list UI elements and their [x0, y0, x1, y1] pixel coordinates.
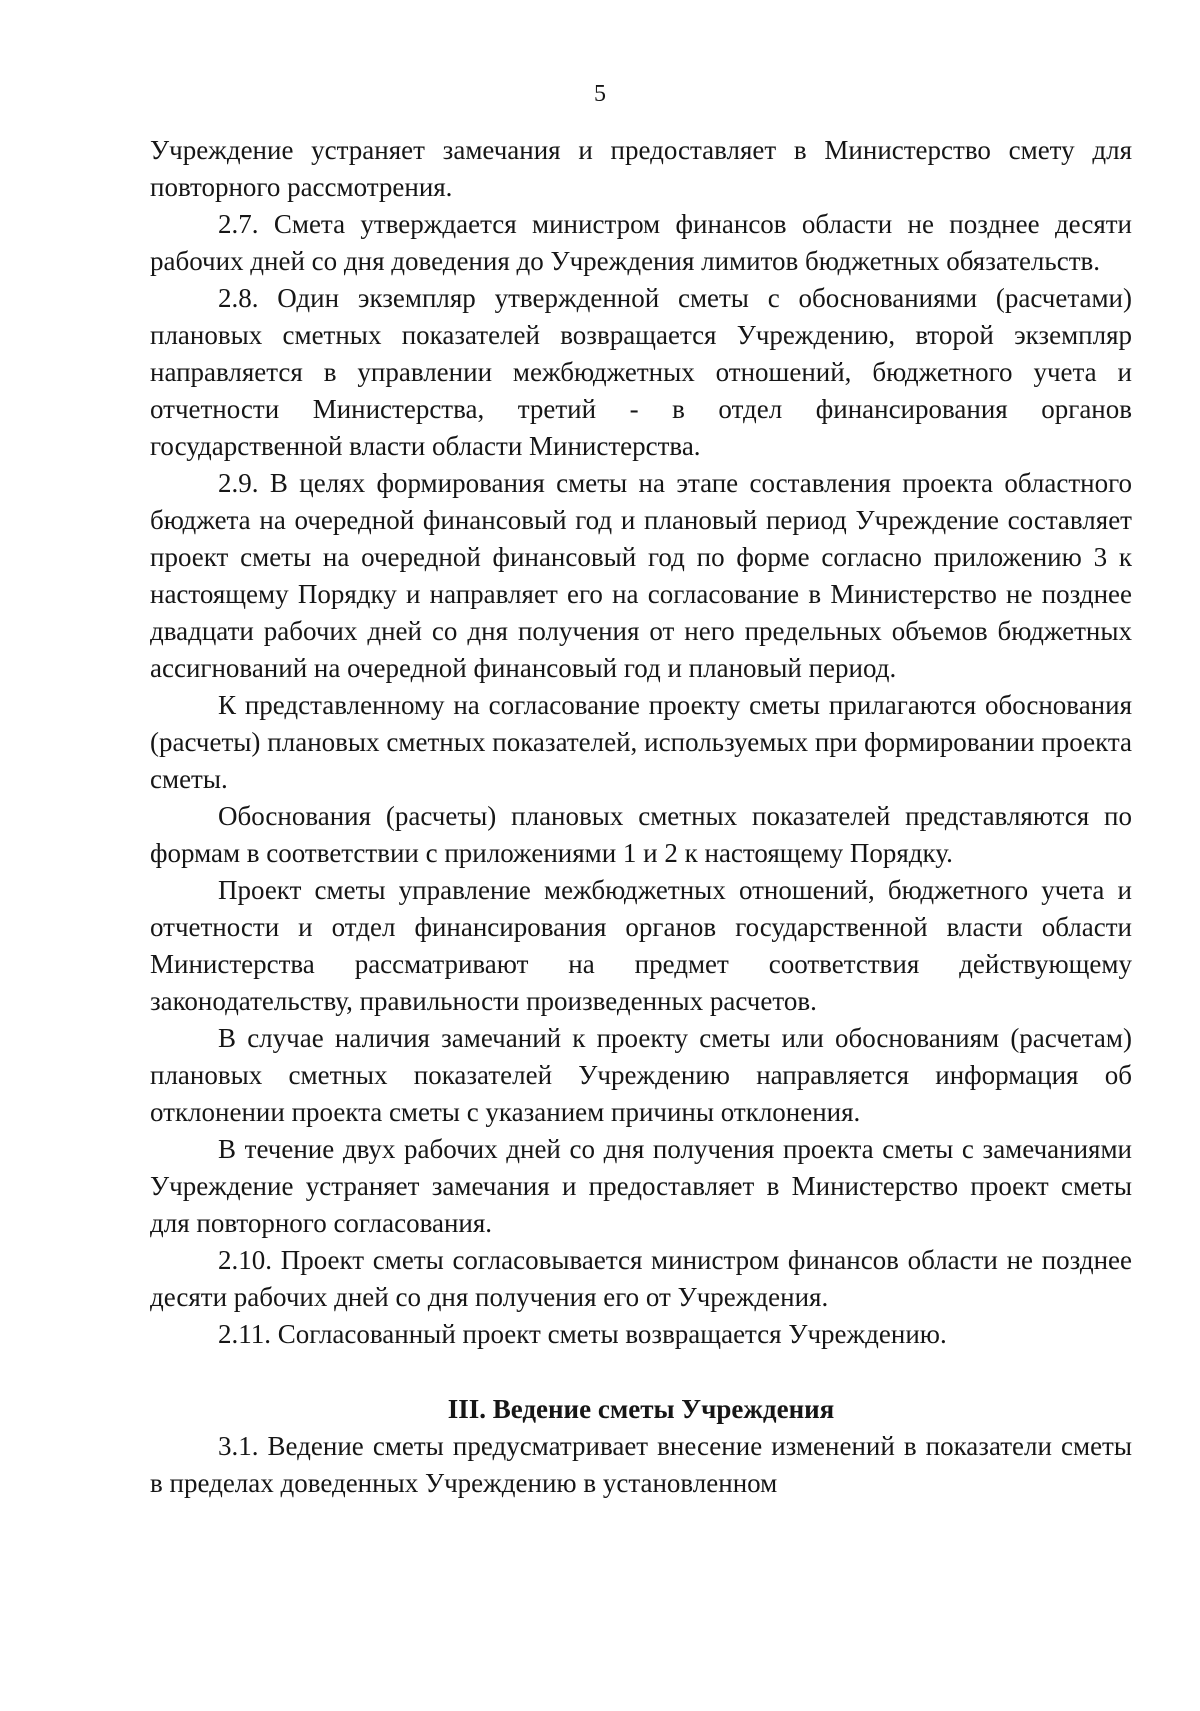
paragraph: В течение двух рабочих дней со дня получения проекта сметы с замечаниями Учреждение устраняет замечания и предоставляет в Министерство проект сметы для повторного согласования.	[150, 1134, 1132, 1238]
section-heading: III. Ведение сметы Учреждения	[447, 1394, 835, 1424]
page-number: 5	[594, 81, 606, 107]
paragraph: 2.7. Смета утверждается министром финансов области не позднее десяти рабочих дней со дня доведения до Учреждения лимитов бюджетных обязательств.	[150, 209, 1132, 276]
paragraph: В случае наличия замечаний к проекту сметы или обоснованиям (расчетам) плановых сметных показателей Учреждению направляется информация об отклонении проекта сметы с указанием причины отклонения.	[150, 1023, 1132, 1127]
paragraph: Проект сметы управление межбюджетных отношений, бюджетного учета и отчетности и отдел финансирования органов государственной власти области Министерства рассматривают на предмет соответствия действующему законодательству, правильности произведенных расчетов.	[150, 875, 1132, 1016]
paragraph: Обоснования (расчеты) плановых сметных показателей представляются по формам в соответствии с приложениями 1 и 2 к настоящему Порядку.	[150, 801, 1132, 868]
paragraph: 3.1. Ведение сметы предусматривает внесение изменений в показатели сметы в пределах доведенных Учреждению в установленном	[150, 1431, 1132, 1498]
paragraph: 2.8. Один экземпляр утвержденной сметы с обоснованиями (расчетами) плановых сметных показателей возвращается Учреждению, второй экземпляр направляется в управлении межбюджетных отношений, бюджетного учета и отчетности Министерства, третий - в отдел финансирования органов государственной власти области Министерства.	[150, 283, 1132, 461]
document-body	[150, 132, 1132, 1502]
paragraph: 2.9. В целях формирования сметы на этапе составления проекта областного бюджета на очередной финансовый год и плановый период Учреждение составляет проект сметы на очередной финансовый год по форме согласно приложению 3 к настоящему Порядку и направляет его на согласование в Министерство не позднее двадцати рабочих дней со дня получения от него предельных объемов бюджетных ассигнований на очередной финансовый год и плановый период.	[150, 468, 1132, 683]
paragraph: 2.11. Согласованный проект сметы возвращается Учреждению.	[218, 1319, 947, 1349]
paragraph: К представленному на согласование проекту сметы прилагаются обоснования (расчеты) плановых сметных показателей, используемых при формировании проекта сметы.	[150, 690, 1132, 794]
paragraph: Учреждение устраняет замечания и предоставляет в Министерство смету для повторного рассмотрения.	[150, 135, 1132, 202]
paragraph: 2.10. Проект сметы согласовывается министром финансов области не позднее десяти рабочих дней со дня получения его от Учреждения.	[150, 1245, 1132, 1312]
